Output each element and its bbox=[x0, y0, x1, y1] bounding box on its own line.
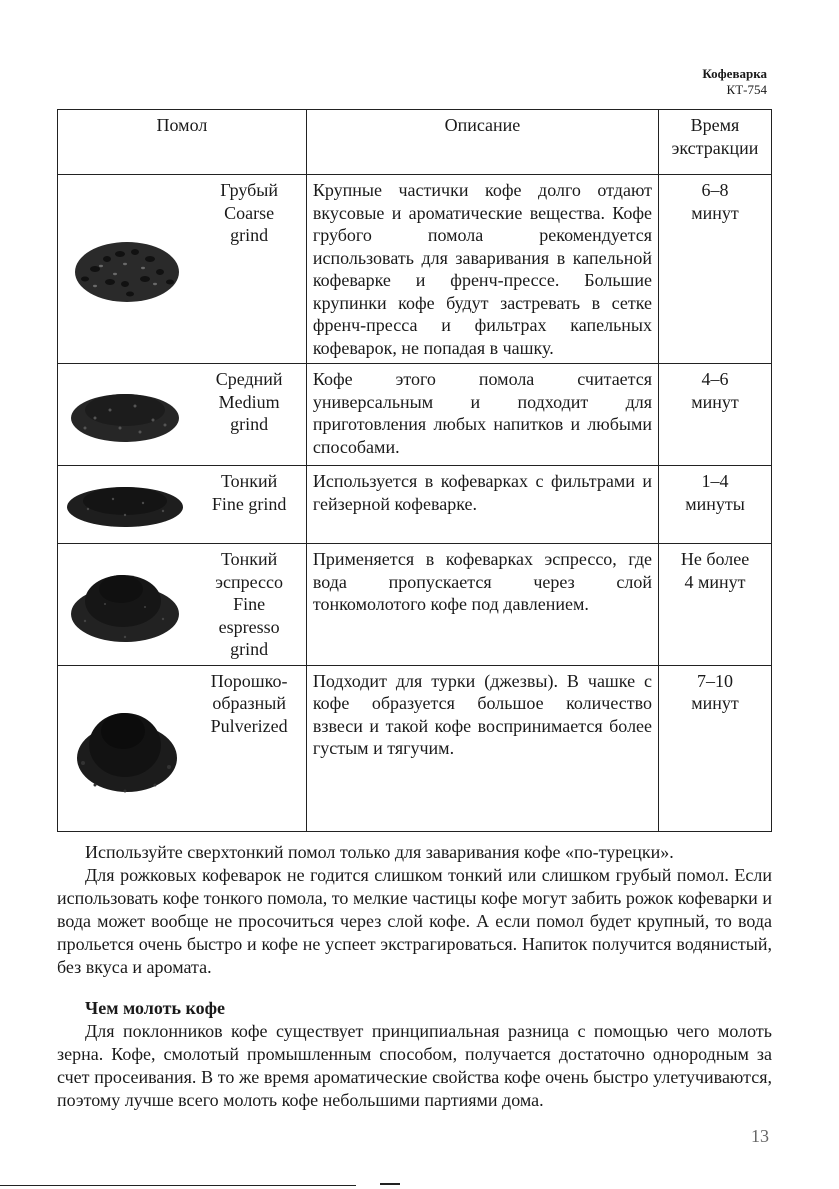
table-row bbox=[58, 175, 772, 364]
grind-name-line: Тонкий bbox=[221, 549, 278, 569]
grind-description: Крупные частички кофе долго отдают вкусовые и ароматические вещества. Кофе грубого помола рекомендуется использовать для заваривания в капельной кофеварке и френч-прессе. Большие крупинки кофе будут застревать в сетке френч-пресса и фильтрах капельных кофеварок, не попадая в чашку. bbox=[306, 175, 658, 364]
extraction-time-line: минут bbox=[691, 693, 739, 713]
grind-name-line: Fine bbox=[233, 594, 266, 614]
paragraph: Для рожковых кофеварок не годится слишком тонкий или слишком грубый помол. Если использовать кофе тонкого помола, то мелкие частицы кофе могут забить рожок кофеварки и вода может вообще не просочиться через слой кофе. А если помол будет крупный, то вода прольется очень быстро и кофе не успеет экстрагироваться. Напиток получится водянистый, без вкуса и аромата. bbox=[57, 865, 772, 977]
header-brand: Кофеварка bbox=[702, 66, 767, 81]
extraction-time-cell bbox=[659, 544, 772, 666]
grind-name-cell bbox=[192, 175, 306, 364]
column-header-grind: Помол bbox=[58, 110, 307, 175]
section-heading: Чем молоть кофе bbox=[85, 998, 226, 1018]
extraction-time-line: минуты bbox=[685, 493, 745, 514]
extraction-time-line: 4–6 bbox=[701, 369, 729, 389]
grind-name-line: grind bbox=[230, 225, 269, 245]
grind-name-line: Грубый bbox=[220, 180, 278, 200]
fine-grind-pile-image bbox=[63, 475, 187, 535]
grind-name-cell bbox=[192, 665, 306, 831]
grind-name-line: grind bbox=[230, 639, 269, 659]
document-header bbox=[702, 66, 767, 98]
footer-tick bbox=[380, 1183, 400, 1185]
extraction-time-line: 4 минут bbox=[684, 571, 746, 592]
grind-description: Применяется в кофеварках эспрессо, где вода пропускается через слой тонкомолотого кофе под давлением. bbox=[306, 544, 658, 666]
grind-name-line: Coarse bbox=[224, 202, 275, 223]
grind-table bbox=[57, 109, 772, 832]
grind-name-line: Pulverized bbox=[210, 715, 288, 736]
grind-name-cell bbox=[192, 466, 306, 544]
extraction-time-line: 1–4 bbox=[701, 471, 729, 491]
page-number: 13 bbox=[751, 1126, 769, 1146]
grind-name-line: espresso bbox=[218, 616, 280, 637]
grind-image-cell bbox=[58, 665, 193, 831]
table-row bbox=[58, 364, 772, 466]
extraction-time-line: 7–10 bbox=[697, 670, 734, 691]
extraction-time-line: 6–8 bbox=[701, 180, 729, 200]
table-row bbox=[58, 466, 772, 544]
grind-image-cell bbox=[58, 364, 193, 466]
footer-rule bbox=[0, 1185, 356, 1186]
paragraph: Для поклонников кофе существует принципиальная разница с помощью чего молоть зерна. Кофе, смолотый промышленным способом, получается достаточно однородным за счет просеивания. В то же время ароматические свойства кофе очень быстро улетучиваются, поэтому лучше всего молоть кофе небольшими партиями дома. bbox=[57, 1021, 772, 1110]
grind-name-cell bbox=[192, 364, 306, 466]
espresso-grind-pile-image bbox=[65, 559, 185, 649]
extraction-time-cell bbox=[659, 665, 772, 831]
extraction-time-line: Не более bbox=[680, 549, 750, 569]
grind-image-cell bbox=[58, 466, 193, 544]
extraction-time-line: минут bbox=[691, 202, 739, 223]
pulverized-grind-pile-image bbox=[65, 693, 185, 803]
paragraph: Используйте сверхтонкий помол только для заваривания кофе «по-турецки». bbox=[85, 842, 674, 862]
header-model: КТ-754 bbox=[726, 82, 767, 97]
extraction-time-cell bbox=[659, 466, 772, 544]
table-header-row bbox=[58, 110, 772, 175]
grind-name-line: grind bbox=[230, 414, 269, 434]
table-row bbox=[58, 544, 772, 666]
grind-description: Подходит для турки (джезвы). В чашке с кофе образуется большое количество взвеси и такой кофе воспринимается более густым и тягучим. bbox=[306, 665, 658, 831]
medium-grind-pile-image bbox=[65, 380, 185, 450]
extraction-time-cell bbox=[659, 364, 772, 466]
grind-name-line: Fine grind bbox=[211, 493, 287, 514]
extraction-time-cell bbox=[659, 175, 772, 364]
grind-name-line: Тонкий bbox=[221, 471, 278, 491]
grind-name-line: Порошко- bbox=[210, 670, 288, 691]
column-header-description: Описание bbox=[306, 110, 658, 175]
grind-name-line: образный bbox=[212, 693, 286, 713]
extraction-time-line: минут bbox=[691, 391, 739, 412]
grind-description: Используется в кофеварках с фильтрами и гейзерной кофеварке. bbox=[306, 466, 658, 544]
grind-description: Кофе этого помола считается универсальным и подходит для приготовления любых напитков и любыми способами. bbox=[306, 364, 658, 466]
grind-image-cell bbox=[58, 175, 193, 364]
grind-name-cell bbox=[192, 544, 306, 666]
body-text bbox=[57, 841, 772, 1112]
grind-name-line: эспрессо bbox=[215, 571, 284, 592]
grind-image-cell bbox=[58, 544, 193, 666]
coarse-grind-pile-image bbox=[65, 224, 185, 314]
grind-name-line: Medium bbox=[218, 391, 280, 412]
table-row bbox=[58, 665, 772, 831]
column-header-time: Время экстракции bbox=[659, 110, 772, 175]
grind-name-line: Средний bbox=[215, 369, 283, 389]
